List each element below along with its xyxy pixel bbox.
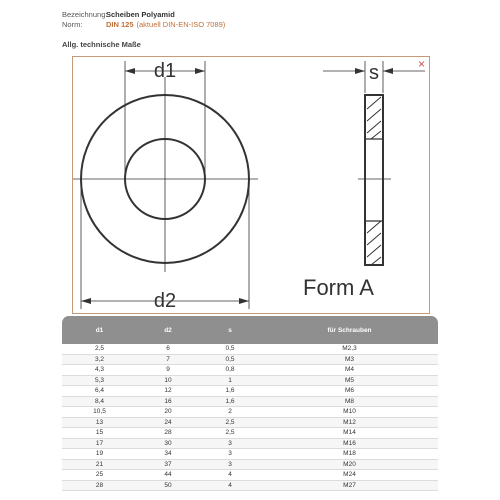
d2-arrow-right [239, 298, 249, 304]
cell-d1: 2,5 [62, 344, 137, 354]
cell-d2: 50 [137, 480, 199, 491]
table-row [62, 470, 438, 481]
form-label: Form A [303, 275, 374, 300]
s-arrow-right [383, 68, 393, 74]
cell-d2: 44 [137, 470, 199, 481]
table-row [62, 396, 438, 407]
cell-s: 0,5 [199, 354, 261, 365]
d1-arrow-right [195, 68, 205, 74]
cell-d1: 8,4 [62, 396, 137, 407]
header-s: s [199, 316, 261, 344]
cell-screw: M4 [261, 365, 438, 376]
cell-d2: 9 [137, 365, 199, 376]
cell-screw: M20 [261, 459, 438, 470]
cell-d1: 17 [62, 438, 137, 449]
cell-s: 2 [199, 407, 261, 418]
cell-d1: 28 [62, 480, 137, 491]
cell-s: 2,5 [199, 417, 261, 428]
table-row [62, 365, 438, 376]
cell-screw: M24 [261, 470, 438, 481]
cell-s: 3 [199, 449, 261, 460]
cell-screw: M6 [261, 386, 438, 397]
d1-arrow-left [125, 68, 135, 74]
cell-d2: 7 [137, 354, 199, 365]
cell-d1: 15 [62, 428, 137, 439]
technical-drawing [72, 56, 430, 314]
cell-d2: 6 [137, 344, 199, 354]
cell-screw: M3 [261, 354, 438, 365]
cell-d1: 10,5 [62, 407, 137, 418]
cell-screw: M16 [261, 438, 438, 449]
designation-value: Scheiben Polyamid [106, 10, 175, 19]
cell-d1: 5,3 [62, 375, 137, 386]
section-title: Allg. technische Maße [62, 40, 141, 49]
table-row [62, 354, 438, 365]
cell-d2: 34 [137, 449, 199, 460]
cell-s: 2,5 [199, 428, 261, 439]
cell-d1: 4,3 [62, 365, 137, 376]
cell-d1: 21 [62, 459, 137, 470]
table-row [62, 386, 438, 397]
table-row [62, 459, 438, 470]
cell-s: 4 [199, 480, 261, 491]
section-hatch-bottom [367, 221, 381, 265]
cell-s: 0,5 [199, 344, 261, 354]
cell-s: 1,6 [199, 386, 261, 397]
washer-drawing [73, 57, 431, 315]
close-icon[interactable]: × [417, 57, 425, 71]
cell-s: 4 [199, 470, 261, 481]
cell-screw: M27 [261, 480, 438, 491]
table-header-row [62, 316, 438, 344]
d1-label: d1 [153, 60, 177, 82]
product-meta [62, 10, 225, 30]
cell-screw: M10 [261, 407, 438, 418]
d2-label: d2 [153, 290, 177, 312]
d2-arrow-left [81, 298, 91, 304]
cell-d2: 16 [137, 396, 199, 407]
cell-s: 3 [199, 438, 261, 449]
cell-s: 3 [199, 459, 261, 470]
norm-note: (aktuell DIN-EN-ISO 7089) [136, 20, 226, 29]
norm-value: DIN 125 [106, 20, 134, 29]
s-arrow-left [355, 68, 365, 74]
table-row [62, 438, 438, 449]
cell-screw: M8 [261, 396, 438, 407]
cell-d1: 3,2 [62, 354, 137, 365]
cell-screw: M2,3 [261, 344, 438, 354]
norm-row [62, 20, 225, 30]
table-row [62, 417, 438, 428]
cell-d2: 24 [137, 417, 199, 428]
table-body [62, 344, 438, 491]
designation-row [62, 10, 225, 20]
cell-d2: 20 [137, 407, 199, 418]
table-row [62, 449, 438, 460]
cell-screw: M5 [261, 375, 438, 386]
norm-label: Norm: [62, 20, 83, 29]
cell-s: 1,6 [199, 396, 261, 407]
table-row [62, 344, 438, 354]
cell-d2: 30 [137, 438, 199, 449]
header-screws: für Schrauben [261, 316, 438, 344]
cell-d1: 19 [62, 449, 137, 460]
section-hatch-top [367, 97, 381, 139]
cell-d1: 25 [62, 470, 137, 481]
header-d2: d2 [137, 316, 199, 344]
cell-screw: M12 [261, 417, 438, 428]
s-label: s [369, 62, 379, 84]
cell-d2: 28 [137, 428, 199, 439]
cell-s: 0,8 [199, 365, 261, 376]
table-row [62, 428, 438, 439]
table-row [62, 480, 438, 491]
cell-screw: M18 [261, 449, 438, 460]
cell-d2: 10 [137, 375, 199, 386]
cell-d1: 6,4 [62, 386, 137, 397]
header-d1: d1 [62, 316, 137, 344]
cell-s: 1 [199, 375, 261, 386]
spec-table [62, 316, 438, 491]
table-row [62, 407, 438, 418]
cell-screw: M14 [261, 428, 438, 439]
cell-d1: 13 [62, 417, 137, 428]
designation-label: Bezeichnung: [62, 10, 108, 19]
cell-d2: 12 [137, 386, 199, 397]
table-row [62, 375, 438, 386]
cell-d2: 37 [137, 459, 199, 470]
